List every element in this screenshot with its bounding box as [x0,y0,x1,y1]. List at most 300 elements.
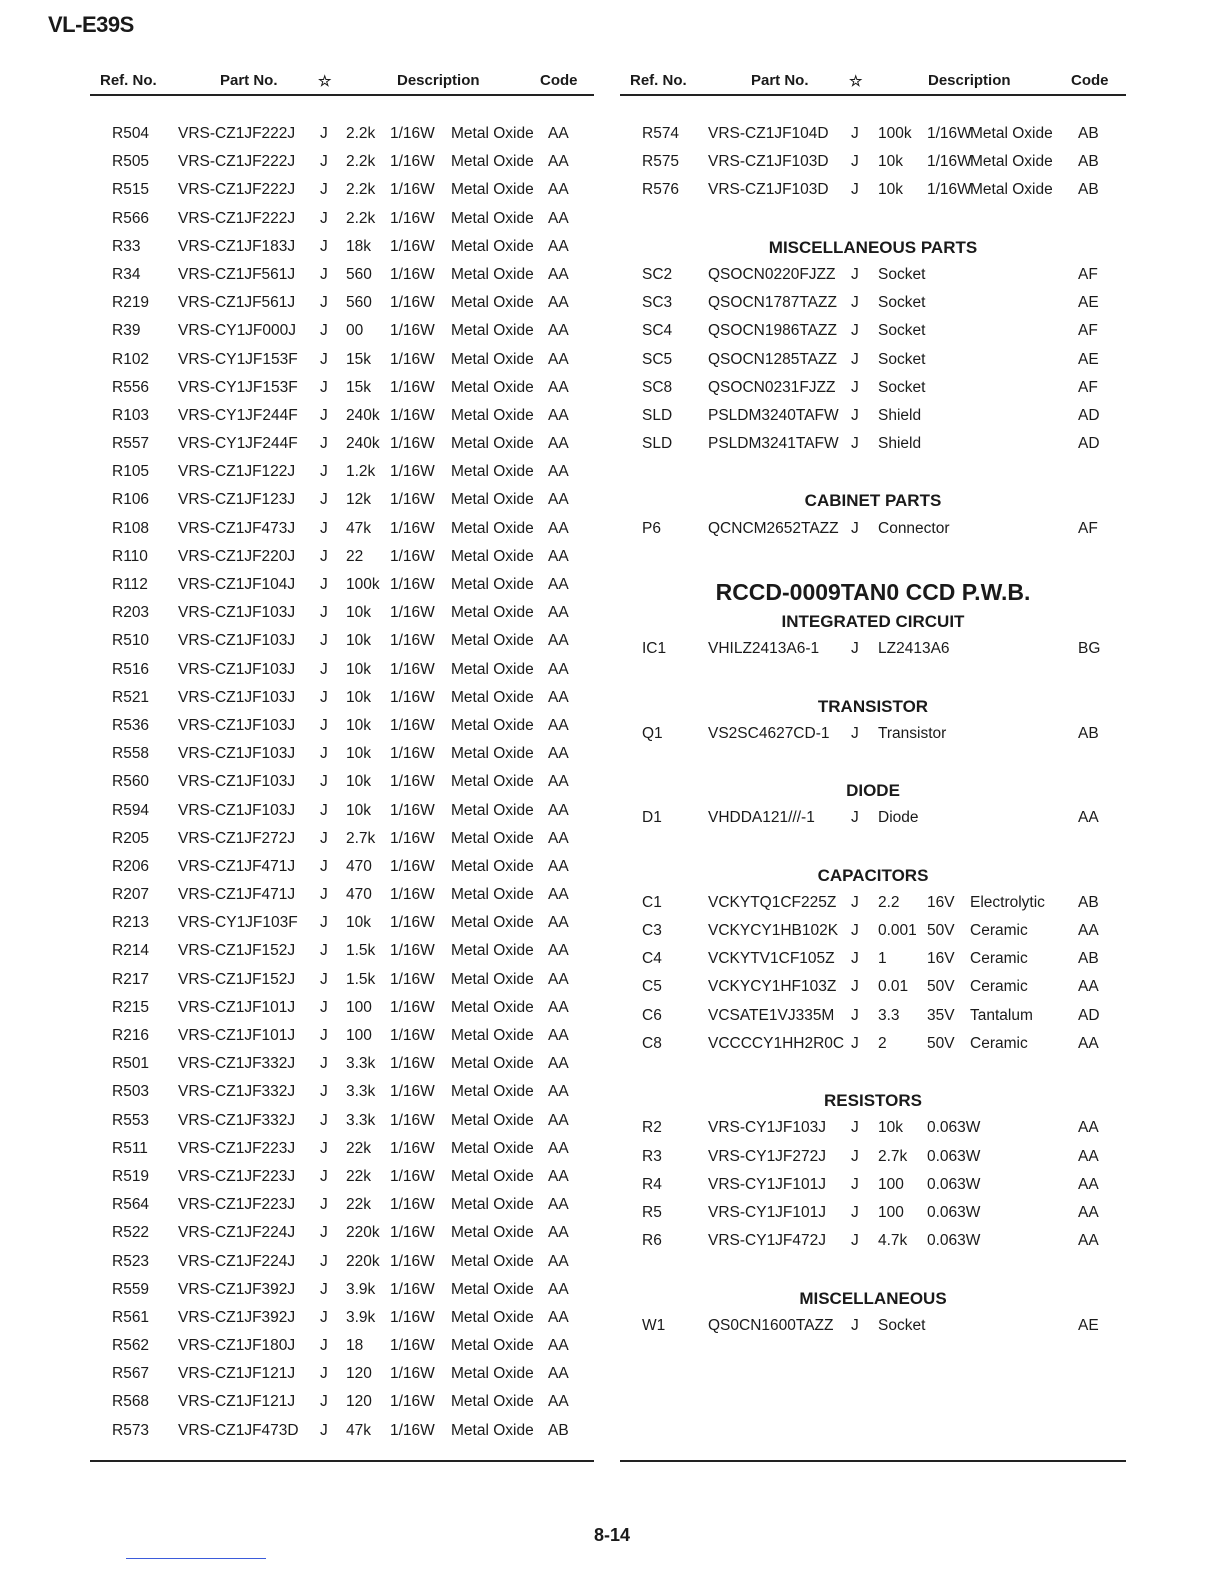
part-row [90,1137,594,1165]
part-row [90,319,594,347]
cell-rating: 1/16W [390,463,435,481]
cell-ref-no: R105 [112,463,150,481]
cell-mark: J [320,576,328,593]
cell-code: AA [548,519,569,537]
cell-ref-no: R558 [112,745,150,763]
cell-code: AF [1078,265,1098,283]
cell-mark: J [320,688,328,706]
cell-value: 2.2k [346,209,376,227]
cell-value: 100k [878,125,912,142]
cell-value: 2.2k [346,125,376,142]
cell-value: 10k [878,153,903,171]
cell-type: Metal Oxide [451,604,534,622]
cell-ref-no: R213 [112,914,150,932]
cell-rating: 1/16W [390,1308,435,1326]
cell-code: AA [548,294,569,312]
part-row [620,122,1126,150]
cell-code: AA [1078,1175,1099,1193]
cell-type: Metal Oxide [451,1111,534,1129]
cell-mark: J [320,378,328,396]
cell-rating: 0.063W [927,1175,981,1193]
cell-value: 10k [346,914,371,932]
part-row [90,1052,594,1080]
part-row [90,1165,594,1193]
cell-type: Metal Oxide [451,688,534,706]
heading-text: MISCELLANEOUS PARTS [768,237,978,257]
cell-value: LZ2413A6 [878,640,950,658]
cell-ref-no: R574 [642,125,680,142]
cell-ref-no: R205 [112,829,150,847]
cell-rating: 50V [927,922,955,940]
cell-ref-no: W1 [642,1316,666,1334]
part-row [90,235,594,263]
part-row [90,996,594,1024]
cell-value: 240k [346,406,380,424]
model-title: VL-E39S [48,12,134,37]
cell-value: 2 [878,1034,887,1052]
section-heading [620,488,1126,516]
cell-code: AA [1078,1119,1099,1137]
cell-rating: 1/16W [390,604,435,622]
cell-type: Metal Oxide [451,435,534,453]
cell-code: AA [548,970,569,988]
cell-value: 4.7k [878,1232,908,1250]
cell-code: AA [548,1337,569,1355]
cell-value: 3.9k [346,1280,376,1298]
cell-type: Electrolytic [970,893,1045,911]
spacer [620,750,1126,778]
cell-value: 1.5k [346,942,376,960]
cell-part-no: VRS-CZ1JF121J [178,1365,296,1383]
cell-ref-no: D1 [642,809,662,827]
cell-value: 2.2k [346,153,376,171]
cell-mark: J [320,1167,328,1185]
cell-part-no: VRS-CY1JF272J [708,1147,827,1165]
cell-part-no: QSOCN1787TAZZ [708,294,837,312]
part-row [90,1024,594,1052]
part-row [620,806,1126,834]
cell-code: AB [548,1421,569,1439]
cell-mark: J [851,1147,859,1165]
cell-ref-no: R2 [642,1119,662,1137]
cell-mark: J [320,773,328,791]
cell-value: 1.5k [346,970,376,988]
cell-type: Metal Oxide [451,1337,534,1355]
cell-value: 22k [346,1196,371,1214]
part-row [90,686,594,714]
cell-value: 3.3k [346,1083,376,1101]
part-row [90,855,594,883]
cell-part-no: VRS-CZ1JF473J [178,519,296,537]
cell-value: 3.9k [346,1308,376,1326]
cell-type: Metal Oxide [451,1139,534,1157]
cell-ref-no: R521 [112,688,150,706]
cell-code: AD [1078,406,1100,424]
cell-ref-no: R522 [112,1224,150,1242]
cell-rating: 1/16W [390,857,435,875]
cell-mark: J [851,1175,859,1193]
cell-value: 3.3 [878,1006,900,1024]
part-row [620,432,1126,460]
cell-ref-no: R503 [112,1083,150,1101]
cell-code: AD [1078,435,1100,453]
cell-code: AA [548,406,569,424]
heading-text: MISCELLANEOUS [799,1288,947,1308]
cell-value: 15k [346,378,371,396]
cell-ref-no: R566 [112,209,150,227]
header-part: Part No. [751,72,809,89]
cell-code: AA [548,1365,569,1383]
cell-value: 10k [346,604,371,622]
cell-part-no: VRS-CZ1JF101J [178,998,296,1016]
cell-rating: 0.063W [927,1119,981,1137]
cell-part-no: VRS-CZ1JF222J [178,209,296,227]
cell-code: AB [1078,153,1099,171]
cell-mark: J [320,1252,328,1270]
cell-value: 0.001 [878,922,917,940]
spacer [620,1257,1126,1285]
cell-part-no: VRS-CZ1JF332J [178,1055,296,1073]
part-row [620,1314,1126,1342]
cell-part-no: VRS-CZ1JF471J [178,857,296,875]
cell-ref-no: C4 [642,950,662,968]
cell-rating: 1/16W [390,745,435,763]
cell-ref-no: IC1 [642,640,667,658]
cell-mark: J [851,978,859,996]
cell-rating: 1/16W [390,181,435,199]
cell-rating: 1/16W [390,1196,435,1214]
cell-part-no: VRS-CZ1JF103J [178,604,296,622]
heading-text: RESISTORS [824,1091,922,1111]
cell-rating: 1/16W [390,773,435,791]
cell-ref-no: R553 [112,1111,150,1129]
cell-code: AA [548,1027,569,1044]
cell-ref-no: SLD [642,406,673,424]
cell-value: Socket [878,322,926,340]
cell-rating: 1/16W [390,914,435,932]
cell-part-no: VRS-CZ1JF224J [178,1224,296,1242]
header-ref: Ref. No. [100,72,157,89]
cell-part-no: VRS-CZ1JF222J [178,153,296,171]
cell-code: AA [548,209,569,227]
cell-value: 560 [346,265,372,283]
cell-code: AA [548,1280,569,1298]
part-row [90,1109,594,1137]
cell-rating: 1/16W [390,1055,435,1073]
cell-ref-no: R108 [112,519,150,537]
right-parts-list [620,122,1126,1342]
cell-type: Metal Oxide [451,1224,534,1242]
cell-type: Metal Oxide [451,801,534,819]
cell-ref-no: R568 [112,1393,150,1411]
cell-part-no: VRS-CZ1JF103J [178,745,296,763]
cell-code: AA [548,688,569,706]
cell-ref-no: SLD [642,435,673,453]
cell-rating: 1/16W [390,406,435,424]
cell-code: AF [1078,322,1098,340]
cell-mark: J [320,491,328,509]
cell-ref-no: R215 [112,998,150,1016]
part-row [620,975,1126,1003]
cell-type: Metal Oxide [451,350,534,368]
cell-type: Metal Oxide [451,1280,534,1298]
part-row [620,319,1126,347]
cell-mark: J [320,604,328,622]
cell-part-no: VRS-CY1JF244F [178,406,298,424]
cell-ref-no: R561 [112,1308,150,1326]
section-heading [620,863,1126,891]
cell-part-no: VRS-CZ1JF332J [178,1111,296,1129]
cell-mark: J [851,1316,859,1334]
cell-code: AA [548,153,569,171]
cell-code: AA [1078,1034,1099,1052]
cell-part-no: QSOCN0220FJZZ [708,265,836,283]
header-mark: ☆ [849,73,863,90]
part-row [620,637,1126,665]
part-row [90,799,594,827]
cell-code: AA [1078,809,1099,827]
cell-rating: 1/16W [390,942,435,960]
cell-ref-no: R556 [112,378,150,396]
cell-type: Metal Oxide [451,153,534,171]
cell-type: Metal Oxide [451,406,534,424]
cell-value: 00 [346,322,364,340]
cell-rating: 1/16W [390,125,435,142]
cell-code: AA [548,576,569,593]
cell-ref-no: R34 [112,265,141,283]
cell-code: AD [1078,1006,1100,1024]
part-row [620,404,1126,432]
cell-part-no: VRS-CZ1JF223J [178,1167,296,1185]
cell-mark: J [851,406,859,424]
part-row [90,1278,594,1306]
cell-part-no: VRS-CZ1JF223J [178,1139,296,1157]
cell-ref-no: Q1 [642,724,663,742]
heading-text: CAPACITORS [817,865,929,885]
cell-ref-no: R203 [112,604,150,622]
part-row [620,1032,1126,1060]
part-row [90,911,594,939]
cell-mark: J [320,1111,328,1129]
cell-mark: J [320,1027,328,1044]
cell-code: AA [548,1196,569,1214]
cell-ref-no: SC8 [642,378,673,396]
part-row [90,939,594,967]
cell-type: Metal Oxide [451,716,534,734]
header-part: Part No. [220,72,278,89]
cell-rating: 1/16W [390,350,435,368]
cell-value: 2.7k [346,829,376,847]
cell-type: Metal Oxide [451,378,534,396]
cell-code: AA [548,322,569,340]
cell-mark: J [851,322,859,340]
cell-code: AA [548,632,569,650]
cell-type: Metal Oxide [451,519,534,537]
cell-code: AF [1078,519,1098,537]
part-row [90,1306,594,1334]
cell-code: AE [1078,294,1099,312]
cell-mark: J [320,435,328,453]
cell-part-no: VRS-CY1JF153F [178,378,298,396]
cell-rating: 1/16W [390,1167,435,1185]
cell-mark: J [320,857,328,875]
cell-code: AA [1078,1147,1099,1165]
cell-type: Metal Oxide [451,942,534,960]
cell-ref-no: SC4 [642,322,673,340]
cell-code: AA [548,716,569,734]
part-row [90,150,594,178]
cell-part-no: VRS-CZ1JF123J [178,491,296,509]
part-row [90,573,594,601]
part-row [90,460,594,488]
section-heading [620,694,1126,722]
cell-value: 3.3k [346,1055,376,1073]
spacer [620,545,1126,573]
cell-rating: 1/16W [390,829,435,847]
cell-part-no: VRS-CZ1JF183J [178,237,296,255]
spacer [620,835,1126,863]
cell-code: AA [548,1167,569,1185]
cell-mark: J [320,1393,328,1411]
cell-part-no: QSOCN1285TAZZ [708,350,837,368]
cell-mark: J [320,745,328,763]
cell-type: Metal Oxide [451,773,534,791]
cell-part-no: VRS-CY1JF103F [178,914,298,932]
cell-ref-no: R575 [642,153,680,171]
cell-ref-no: R501 [112,1055,150,1073]
cell-part-no: QSOCN1986TAZZ [708,322,837,340]
cell-mark: J [851,519,859,537]
cell-mark: J [320,970,328,988]
cell-ref-no: C5 [642,978,662,996]
cell-type: Metal Oxide [451,660,534,678]
cell-rating: 1/16W [390,1111,435,1129]
cell-mark: J [320,1196,328,1214]
cell-mark: J [320,265,328,283]
part-row [90,517,594,545]
cell-mark: J [320,1139,328,1157]
spacer [620,207,1126,235]
cell-value: 47k [346,1421,371,1439]
cell-value: 470 [346,886,372,904]
part-row [620,1173,1126,1201]
cell-part-no: QCNCM2652TAZZ [708,519,839,537]
cell-type: Metal Oxide [451,1027,534,1044]
cell-rating: 1/16W [927,125,972,142]
cell-mark: J [320,1337,328,1355]
cell-part-no: VCCCCY1HH2R0C [708,1034,845,1052]
cell-value: 1 [878,950,887,968]
cell-ref-no: R511 [112,1139,148,1157]
cell-ref-no: R536 [112,716,150,734]
part-row [90,432,594,460]
cell-part-no: VRS-CZ1JF473D [178,1421,299,1439]
cell-rating: 1/16W [390,265,435,283]
part-row [90,263,594,291]
part-row [620,891,1126,919]
cell-code: AA [548,1083,569,1101]
cell-ref-no: SC5 [642,350,673,368]
part-row [90,1193,594,1221]
cell-ref-no: R515 [112,181,150,199]
cell-mark: J [851,435,859,453]
cell-code: AE [1078,350,1099,368]
cell-type: Metal Oxide [451,294,534,312]
part-row [90,714,594,742]
part-row [90,488,594,516]
cell-part-no: PSLDM3240TAFW [708,406,839,424]
cell-ref-no: R216 [112,1027,150,1044]
part-row [90,770,594,798]
cell-ref-no: R112 [112,576,148,593]
cell-part-no: VRS-CZ1JF561J [178,265,296,283]
cell-mark: J [851,378,859,396]
cell-code: AA [548,857,569,875]
cell-type: Metal Oxide [451,576,534,593]
cell-part-no: VRS-CZ1JF222J [178,181,296,199]
cell-rating: 1/16W [390,1224,435,1242]
cell-part-no: VRS-CZ1JF103J [178,716,296,734]
cell-value: 2.7k [878,1147,908,1165]
cell-mark: J [320,294,328,312]
cell-code: AB [1078,181,1099,199]
cell-code: AA [548,942,569,960]
cell-part-no: VRS-CZ1JF121J [178,1393,296,1411]
cell-type: Metal Oxide [970,181,1053,199]
cell-rating: 50V [927,1034,955,1052]
cell-value: 120 [346,1393,372,1411]
cell-mark: J [851,1232,859,1250]
cell-value: 10k [346,660,371,678]
cell-code: AA [548,660,569,678]
cell-type: Ceramic [970,978,1028,996]
cell-part-no: VRS-CZ1JF103J [178,660,296,678]
cell-mark: J [320,886,328,904]
cell-mark: J [320,406,328,424]
cell-rating: 1/16W [390,576,435,593]
cell-ref-no: R557 [112,435,150,453]
header-mark: ☆ [318,73,332,90]
cell-rating: 0.063W [927,1203,981,1221]
cell-part-no: VRS-CZ1JF332J [178,1083,296,1101]
cell-type: Metal Oxide [451,1083,534,1101]
section-heading [620,235,1126,263]
cell-code: AA [548,1252,569,1270]
header-description: Description [397,72,480,89]
cell-code: AF [1078,378,1098,396]
cell-part-no: VRS-CZ1JF224J [178,1252,296,1270]
cell-code: AA [548,773,569,791]
cell-type: Metal Oxide [451,1421,534,1439]
cell-part-no: VCKYTV1CF105Z [708,950,835,968]
cell-ref-no: R516 [112,660,150,678]
cell-value: 10k [346,688,371,706]
cell-rating: 35V [927,1006,955,1024]
cell-type: Metal Oxide [451,745,534,763]
cell-mark: J [320,463,328,481]
cell-ref-no: R5 [642,1203,662,1221]
cell-part-no: VRS-CY1JF244F [178,435,298,453]
part-row [90,207,594,235]
cell-mark: J [320,942,328,960]
heading-text: CABINET PARTS [804,491,942,511]
cell-rating: 1/16W [390,1083,435,1101]
cell-ref-no: R33 [112,237,141,255]
cell-value: 100 [878,1175,904,1193]
cell-mark: J [320,1083,328,1101]
part-row [620,1229,1126,1257]
cell-mark: J [851,950,859,968]
